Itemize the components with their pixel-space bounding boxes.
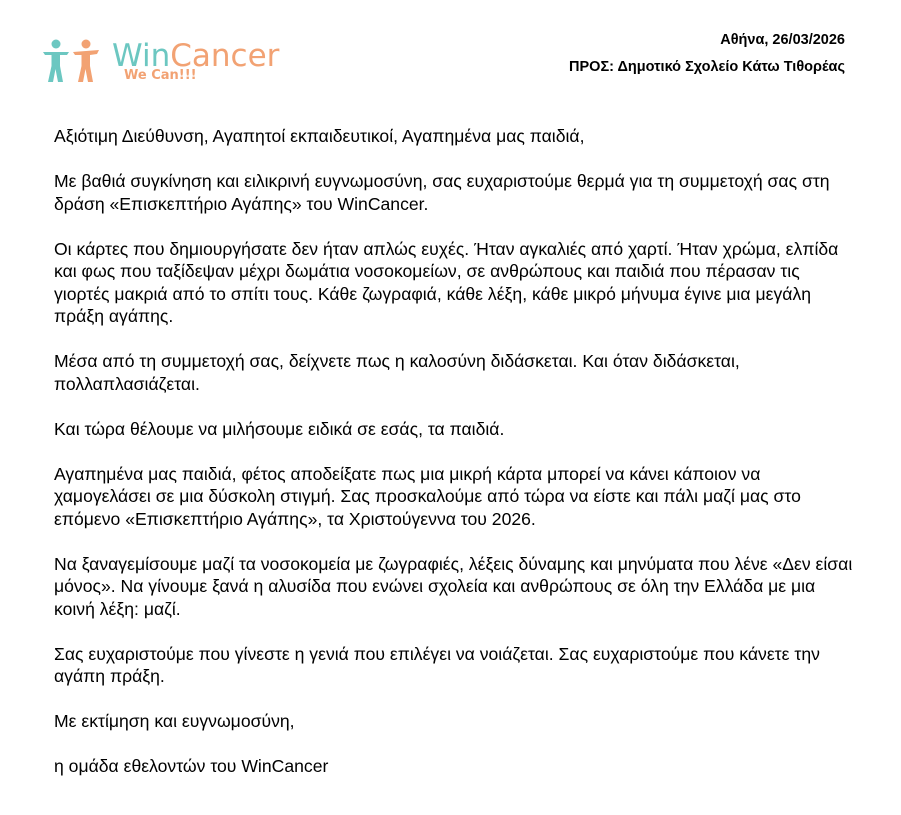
recipient-line: ΠΡΟΣ: Δημοτικό Σχολείο Κάτω Τιθορέας xyxy=(569,59,845,75)
letter-paragraph: Και τώρα θέλουμε να μιλήσουμε ειδικά σε εσάς, τα παιδιά. xyxy=(54,418,505,439)
letter-body xyxy=(54,125,854,800)
letter-paragraph: Μέσα από τη συμμετοχή σας, δείχνετε πως η καλοσύνη διδάσκεται. Και όταν διδάσκεται, πολλαπλασιάζεται. xyxy=(54,351,740,394)
letter-paragraph: Οι κάρτες που δημιουργήσατε δεν ήταν απλώς ευχές. Ήταν αγκαλιές από χαρτί. Ήταν χρώμα, ελπίδα και φως που ταξίδεψαν μέχρι δωμάτια νοσοκομείων, σε ανθρώπους και παιδιά που πέρασαν τις γιορτές μακριά από το σπίτι τους. Κάθε ζωγραφιά, κάθε λέξη, κάθε μικρό μήνυμα έγινε μια μεγάλη πράξη αγάπης. xyxy=(54,238,839,326)
letter-paragraph: Με βαθιά συγκίνηση και ειλικρινή ευγνωμοσύνη, σας ευχαριστούμε θερμά για τη συμμετοχή σας στη δράση «Επισκεπτήριο Αγάπης» του WinCancer. xyxy=(54,171,830,214)
logo-tagline: We Can!!! xyxy=(124,68,197,83)
salutation: Αξιότιμη Διεύθυνση, Αγαπητοί εκπαιδευτικοί, Αγαπημένα μας παιδιά, xyxy=(54,126,585,146)
letter-paragraph: Αγαπημένα μας παιδιά, φέτος αποδείξατε πως μια μικρή κάρτα μπορεί να κάνει κάποιον να χαμογελάσει σε μια δύσκολη στιγμή. Σας προσκαλούμε από τώρα να είστε και πάλι μαζί μας στο επόμενο «Επισκεπτήριο Αγάπης», τα Χριστούγεννα του 2026. xyxy=(54,463,801,529)
people-icon xyxy=(40,38,110,84)
closing: Με εκτίμηση και ευγνωμοσύνη, xyxy=(54,711,295,731)
letter-paragraph: Σας ευχαριστούμε που γίνεστε η γενιά που επιλέγει να νοιάζεται. Σας ευχαριστούμε που κάνετε την αγάπη πράξη. xyxy=(54,643,820,686)
date-line: Αθήνα, 26/03/2026 xyxy=(720,32,845,48)
logo-wordmark-win: Win xyxy=(112,38,171,74)
letter-header xyxy=(569,27,845,81)
logo-wordmark-cancer: Cancer xyxy=(170,38,280,74)
letter-paragraph: Να ξαναγεμίσουμε μαζί τα νοσοκομεία με ζωγραφιές, λέξεις δύναμης και μηνύματα που λένε «Δεν είσαι μόνος». Να γίνουμε ξανά η αλυσίδα που ενώνει σχολεία και ανθρώπους σε όλη την Ελλάδα με μια κοινή λέξη: μαζί. xyxy=(54,553,853,619)
wincancer-logo xyxy=(40,38,280,88)
signature: η ομάδα εθελοντών του WinCancer xyxy=(54,756,329,776)
